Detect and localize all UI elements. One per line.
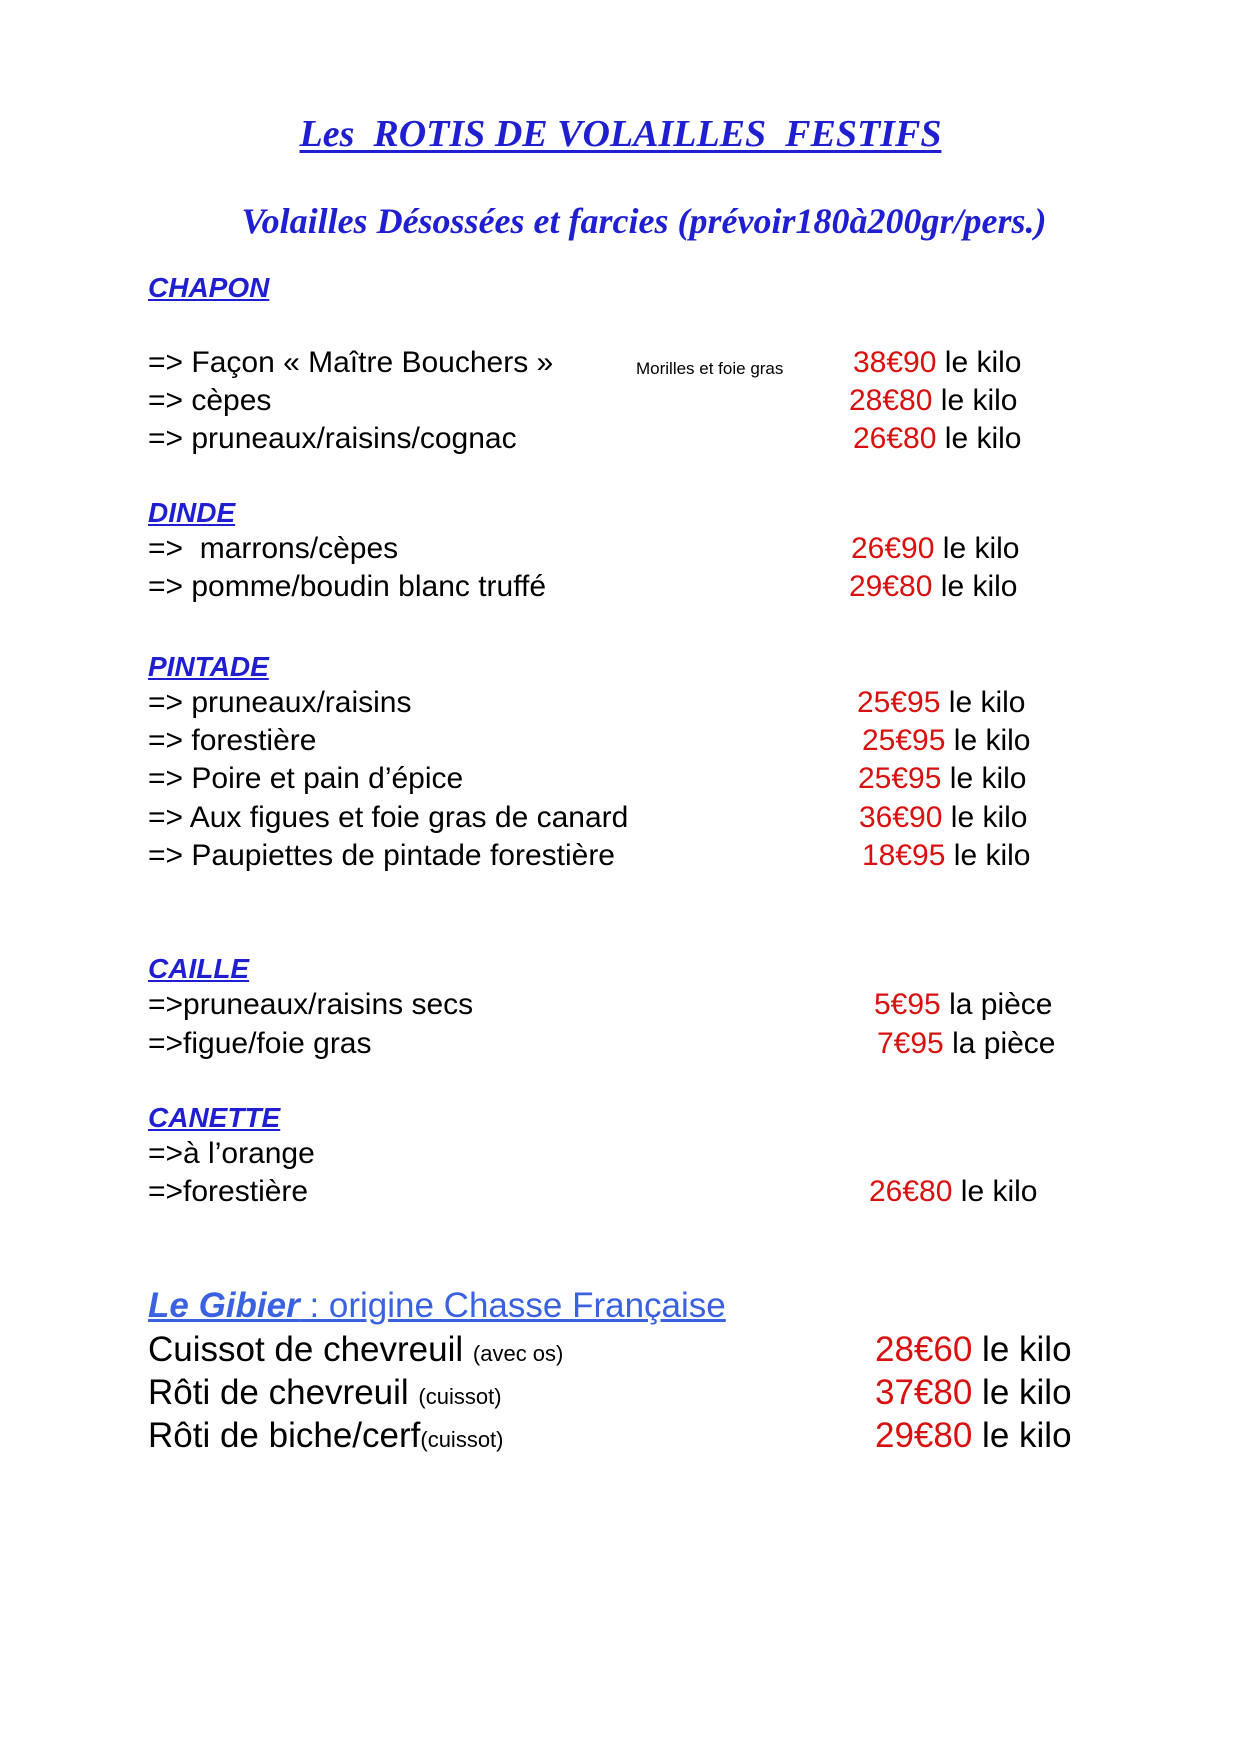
menu-item-price: 26€80 le kilo xyxy=(853,422,1022,455)
menu-item-label: => forestière xyxy=(148,724,317,757)
category-heading-chapon: CHAPON xyxy=(148,272,270,303)
menu-item-price: 26€80 le kilo xyxy=(869,1175,1038,1208)
menu-item-price: 5€95 la pièce xyxy=(874,988,1053,1021)
menu-item-price: 25€95 le kilo xyxy=(857,686,1026,719)
category-heading-canette: CANETTE xyxy=(148,1102,281,1133)
menu-item-price: 28€80 le kilo xyxy=(849,384,1018,417)
menu-item-label: => Paupiettes de pintade forestière xyxy=(148,839,615,872)
menu-item-label: => Façon « Maître Bouchers » xyxy=(148,346,554,379)
menu-item-price: 25€95 le kilo xyxy=(862,724,1031,757)
menu-item-label: => pruneaux/raisins xyxy=(148,686,412,719)
gibier-item-price: 37€80 le kilo xyxy=(875,1373,1072,1412)
gibier-item-price: 28€60 le kilo xyxy=(875,1330,1072,1369)
menu-item-price: 26€90 le kilo xyxy=(851,532,1020,565)
gibier-item-label: Rôti de biche/cerf(cuissot) xyxy=(148,1416,504,1455)
menu-item-price: 25€95 le kilo xyxy=(858,762,1027,795)
menu-item-price: 7€95 la pièce xyxy=(877,1027,1056,1060)
menu-item-label: => Aux figues et foie gras de canard xyxy=(148,801,629,834)
menu-item-label: =>forestière xyxy=(148,1175,309,1208)
gibier-item-price: 29€80 le kilo xyxy=(875,1416,1072,1455)
gibier-item-label: Cuissot de chevreuil (avec os) xyxy=(148,1330,564,1369)
menu-item-label: =>pruneaux/raisins secs xyxy=(148,988,474,1021)
category-heading-dinde: DINDE xyxy=(148,497,236,528)
menu-item-note: Morilles et foie gras xyxy=(636,359,784,378)
category-heading-caille: CAILLE xyxy=(148,953,250,984)
menu-item-label: => cèpes xyxy=(148,384,272,417)
menu-item-label: =>à l’orange xyxy=(148,1137,315,1170)
gibier-heading: Le Gibier : origine Chasse Française xyxy=(148,1286,726,1325)
menu-item-label: =>figue/foie gras xyxy=(148,1027,372,1060)
menu-item-label: => Poire et pain d’épice xyxy=(148,762,464,795)
menu-item-label: => pruneaux/raisins/cognac xyxy=(148,422,517,455)
menu-item-price: 29€80 le kilo xyxy=(849,570,1018,603)
menu-item-price: 38€90 le kilo xyxy=(853,346,1022,379)
menu-item-price: 18€95 le kilo xyxy=(862,839,1031,872)
menu-item-price: 36€90 le kilo xyxy=(859,801,1028,834)
page-subtitle: Volailles Désossées et farcies (prévoir180à200gr/pers.) xyxy=(241,201,1047,241)
gibier-item-label: Rôti de chevreuil (cuissot) xyxy=(148,1373,502,1412)
category-heading-pintade: PINTADE xyxy=(148,651,269,682)
menu-item-label: => pomme/boudin blanc truffé xyxy=(148,570,547,603)
menu-item-label: => marrons/cèpes xyxy=(148,532,399,565)
page-title: Les ROTIS DE VOLAILLES FESTIFS xyxy=(299,113,942,155)
